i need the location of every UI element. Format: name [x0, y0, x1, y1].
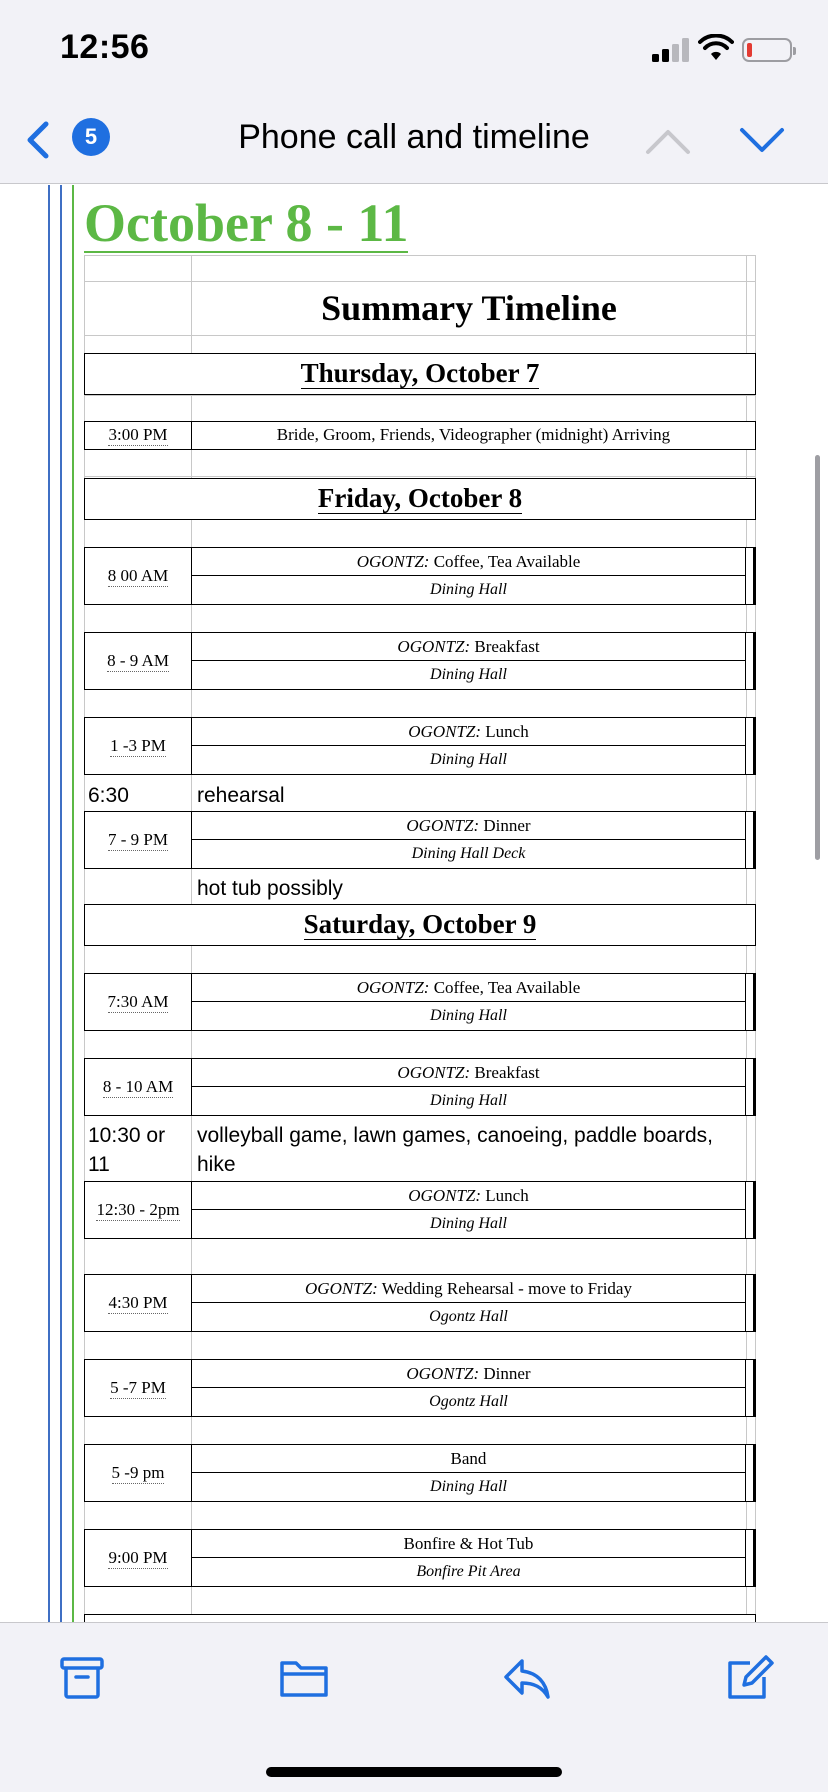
summary-timeline-title: Summary Timeline [321, 288, 617, 328]
quote-rule [60, 185, 62, 1622]
event-cell: OGONTZ: Lunch Dining Hall [191, 1181, 756, 1239]
message-subject-title: Phone call and timeline [238, 118, 590, 156]
reply-icon[interactable] [500, 1655, 552, 1701]
archive-icon[interactable] [56, 1655, 108, 1701]
time-cell: 7:30 AM [84, 973, 192, 1031]
time-cell: 5 -9 pm [84, 1444, 192, 1502]
event-cell: OGONTZ: Coffee, Tea Available Dining Hall [191, 547, 756, 605]
battery-icon [742, 38, 792, 62]
event-cell: OGONTZ: Coffee, Tea Available Dining Hall [191, 973, 756, 1031]
event-cell: Bonfire & Hot Tub Bonfire Pit Area [191, 1529, 756, 1587]
event-cell: OGONTZ: Breakfast Dining Hall [191, 1058, 756, 1116]
document-heading: October 8 - 11 [84, 193, 409, 253]
time-cell: 4:30 PM [84, 1274, 192, 1332]
scroll-indicator[interactable] [815, 455, 820, 860]
unread-count-badge[interactable]: 5 [72, 118, 110, 156]
event-cell: Bride, Groom, Friends, Videographer (midnight) Arriving [191, 421, 756, 450]
day-header-thursday: Thursday, October 7 [84, 353, 756, 395]
compose-icon[interactable] [722, 1655, 774, 1701]
time-cell: 8 - 9 AM [84, 632, 192, 690]
event-cell: OGONTZ: Dinner Dining Hall Deck [191, 811, 756, 869]
time-cell: 12:30 - 2pm [84, 1181, 192, 1239]
folder-icon[interactable] [278, 1655, 330, 1701]
event-cell: OGONTZ: Dinner Ogontz Hall [191, 1359, 756, 1417]
quote-rule [48, 185, 50, 1622]
note-games-time: 10:30 or 11 [88, 1121, 165, 1179]
event-cell: OGONTZ: Breakfast Dining Hall [191, 632, 756, 690]
event-cell: OGONTZ: Lunch Dining Hall [191, 717, 756, 775]
time-cell: 8 00 AM [84, 547, 192, 605]
note-rehearsal-time: 6:30 [88, 781, 129, 810]
time-cell: 9:00 PM [84, 1529, 192, 1587]
time-cell: 7 - 9 PM [84, 811, 192, 869]
previous-message-icon[interactable] [644, 118, 692, 162]
wifi-icon [698, 34, 734, 62]
next-message-icon[interactable] [738, 118, 786, 162]
day-header-saturday: Saturday, October 9 [84, 904, 756, 946]
home-indicator[interactable] [266, 1767, 562, 1777]
event-cell: OGONTZ: Wedding Rehearsal - move to Friday Ogontz Hall [191, 1274, 756, 1332]
note-rehearsal: rehearsal [197, 781, 285, 810]
nav-bar [0, 96, 828, 184]
time-cell: 8 - 10 AM [84, 1058, 192, 1116]
quote-rule [72, 185, 74, 1622]
time-cell: 3:00 PM [84, 421, 192, 450]
cellular-signal-icon [652, 38, 690, 62]
event-cell: Band Dining Hall [191, 1444, 756, 1502]
time-cell: 5 -7 PM [84, 1359, 192, 1417]
message-body[interactable] [0, 185, 828, 1622]
bottom-toolbar [0, 1622, 828, 1792]
status-bar [0, 0, 828, 96]
status-time: 12:56 [60, 28, 150, 66]
note-hot-tub: hot tub possibly [197, 874, 343, 903]
day-header-friday: Friday, October 8 [84, 478, 756, 520]
time-cell: 1 -3 PM [84, 717, 192, 775]
back-chevron-icon[interactable] [22, 118, 54, 162]
day-header-partial [84, 1614, 756, 1622]
note-games: volleyball game, lawn games, canoeing, paddle boards, hike [197, 1121, 713, 1179]
